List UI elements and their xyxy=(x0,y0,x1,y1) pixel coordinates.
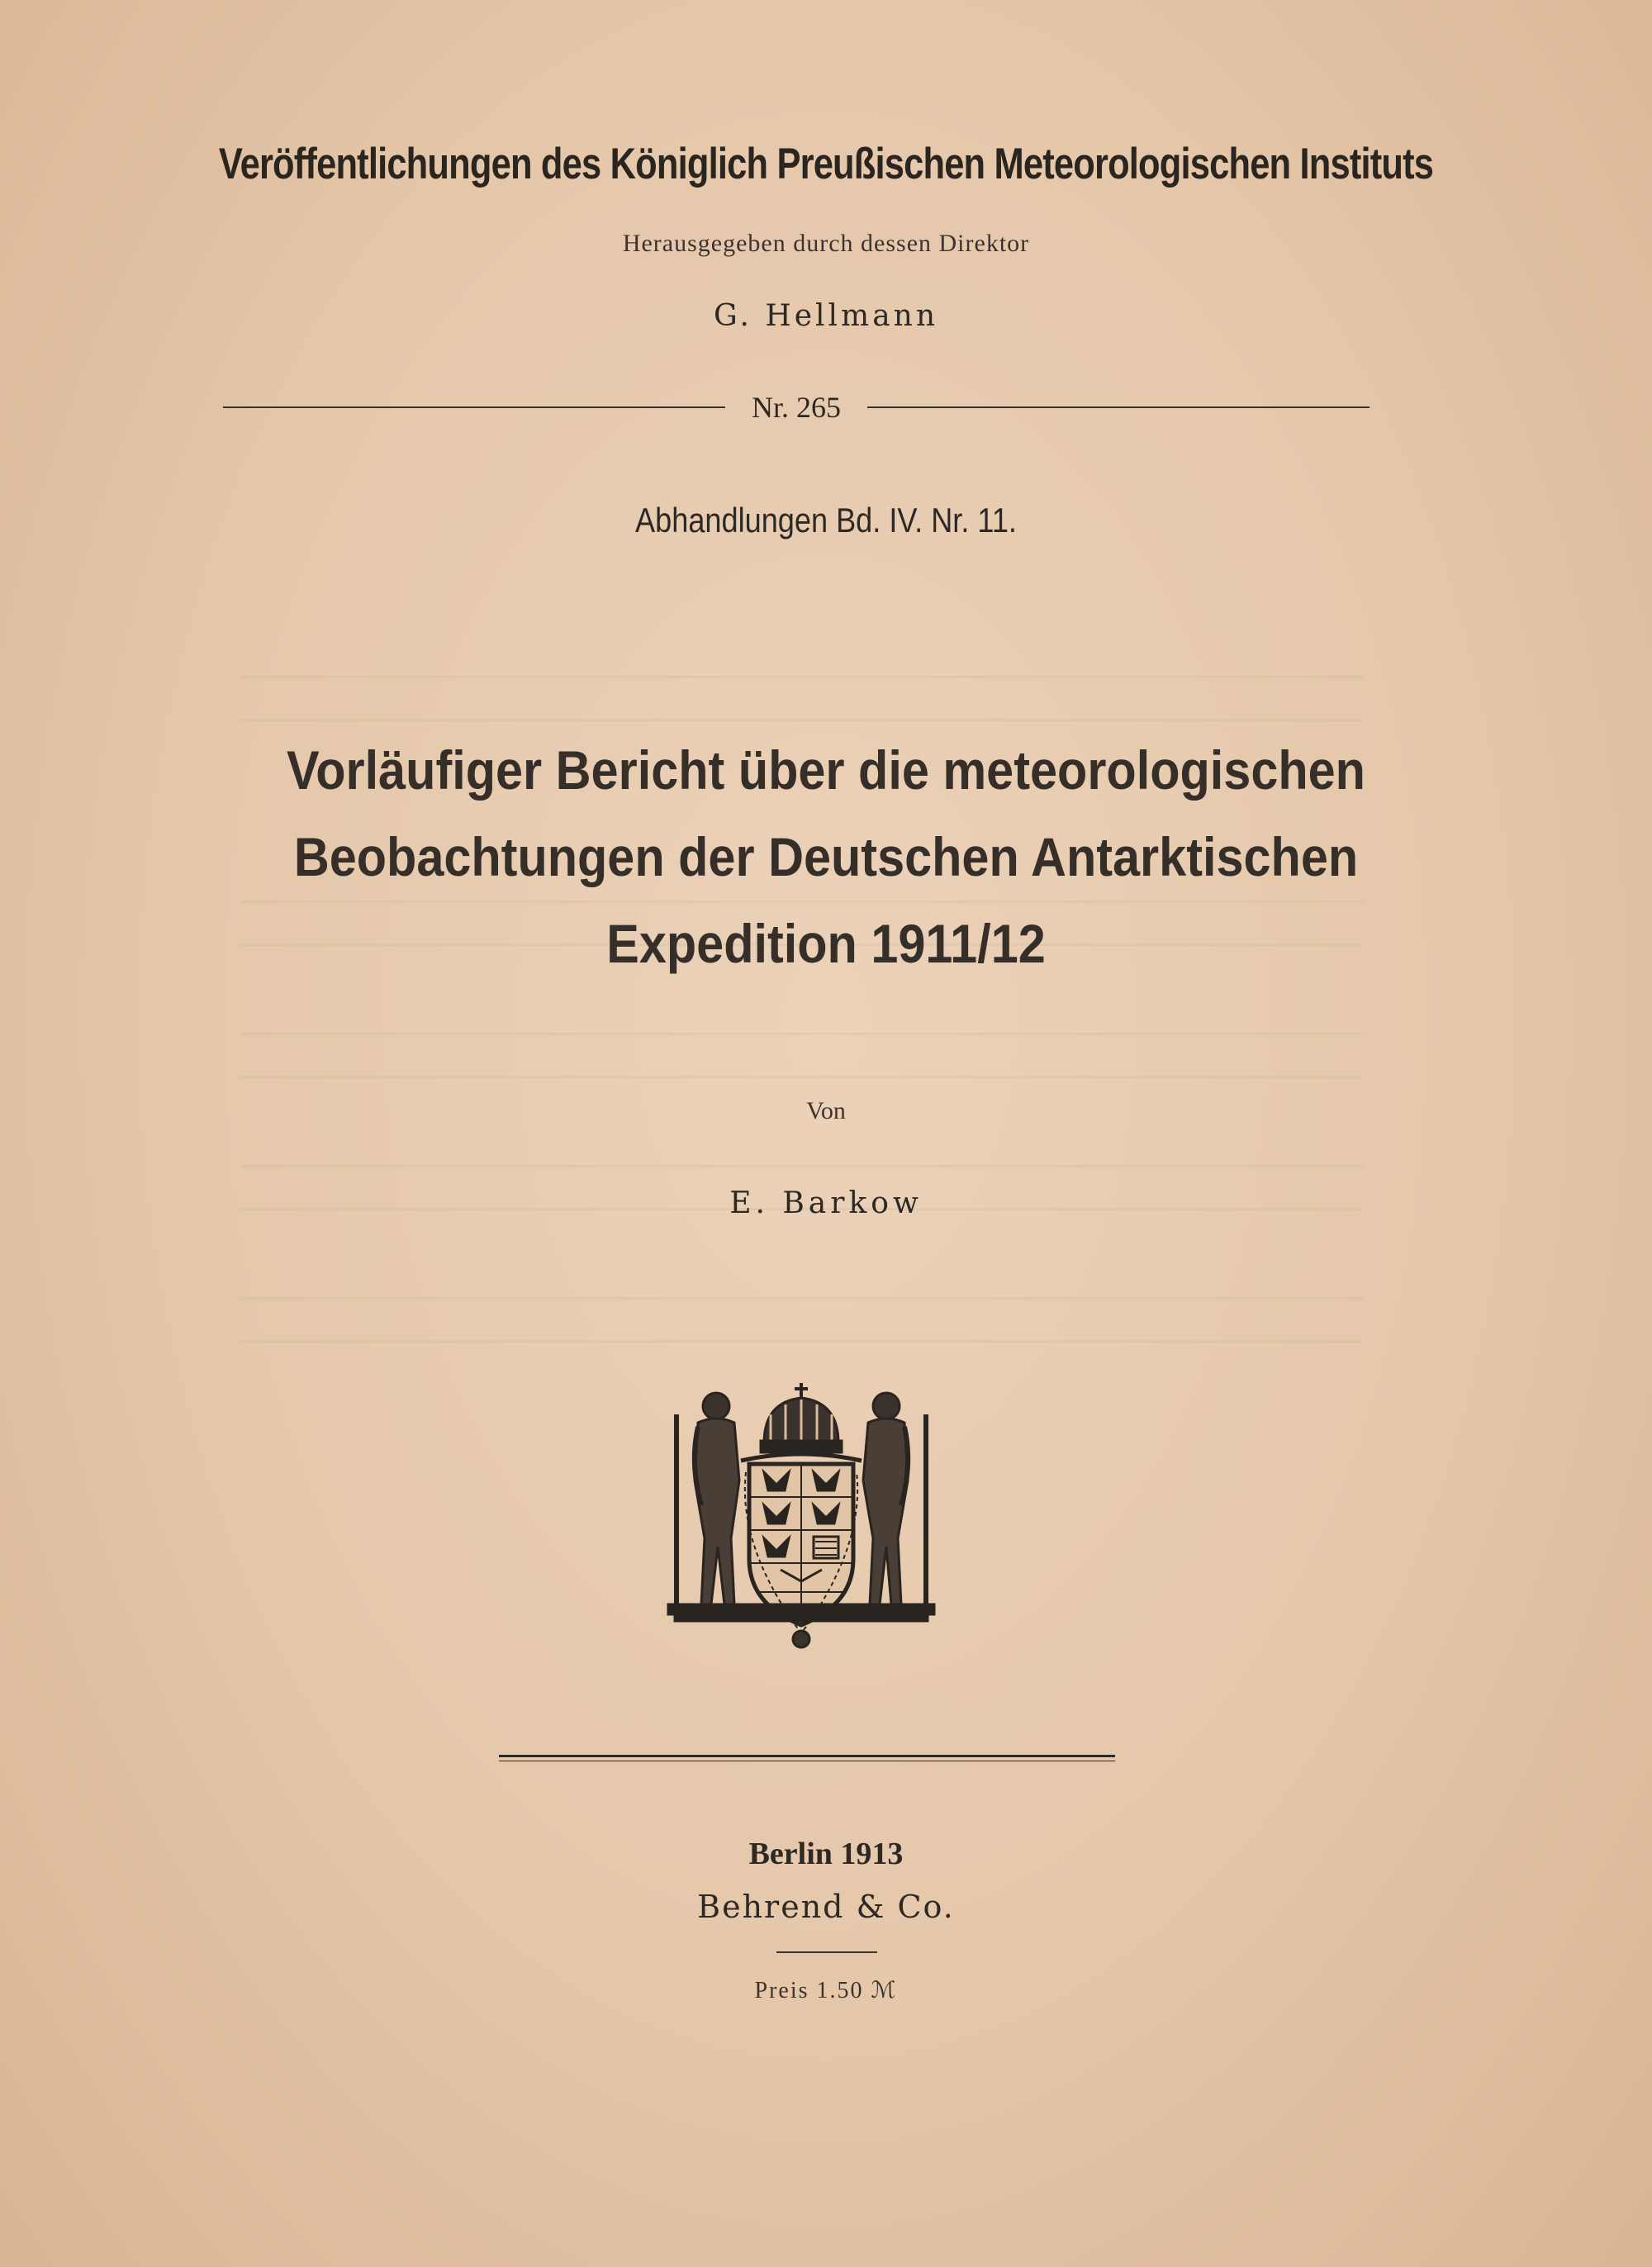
show-through-line xyxy=(240,1033,1363,1035)
series-detail: Abhandlungen Bd. IV. Nr. 11. xyxy=(635,501,1017,539)
prussian-coat-of-arms-icon xyxy=(665,1381,938,1662)
document-title xyxy=(83,727,1569,987)
number-rule xyxy=(223,387,1370,428)
city-year: Berlin 1913 xyxy=(748,1837,904,1871)
show-through-line xyxy=(240,1165,1363,1167)
imprint-double-rule xyxy=(499,1755,1115,1761)
title-line: Beobachtungen der Deutschen Antarktischen xyxy=(293,826,1359,887)
short-rule xyxy=(776,1951,877,1953)
series-title: Veröffentlichungen des Königlich Preußischen Meteorologischen Instituts xyxy=(218,140,1434,188)
price: Preis 1.50 ℳ xyxy=(754,1978,898,2003)
rule-right xyxy=(867,406,1370,408)
show-through-line xyxy=(240,719,1363,721)
show-through-line xyxy=(240,1340,1363,1343)
show-through-line xyxy=(240,1076,1363,1078)
issue-number: Nr. 265 xyxy=(752,391,841,424)
director-name: G. Hellmann xyxy=(713,299,939,333)
title-line: Vorläufiger Bericht über die meteorologischen xyxy=(287,739,1365,801)
rule-thick xyxy=(499,1755,1115,1757)
show-through-line xyxy=(240,1297,1363,1300)
title-line: Expedition 1911/12 xyxy=(606,913,1046,974)
rule-left xyxy=(223,406,725,408)
author-name: E. Barkow xyxy=(729,1186,923,1220)
byline-von: Von xyxy=(806,1097,846,1124)
show-through-line xyxy=(240,676,1363,678)
publisher: Behrend & Co. xyxy=(697,1889,955,1925)
editor-line: Herausgegeben durch dessen Direktor xyxy=(622,230,1030,257)
